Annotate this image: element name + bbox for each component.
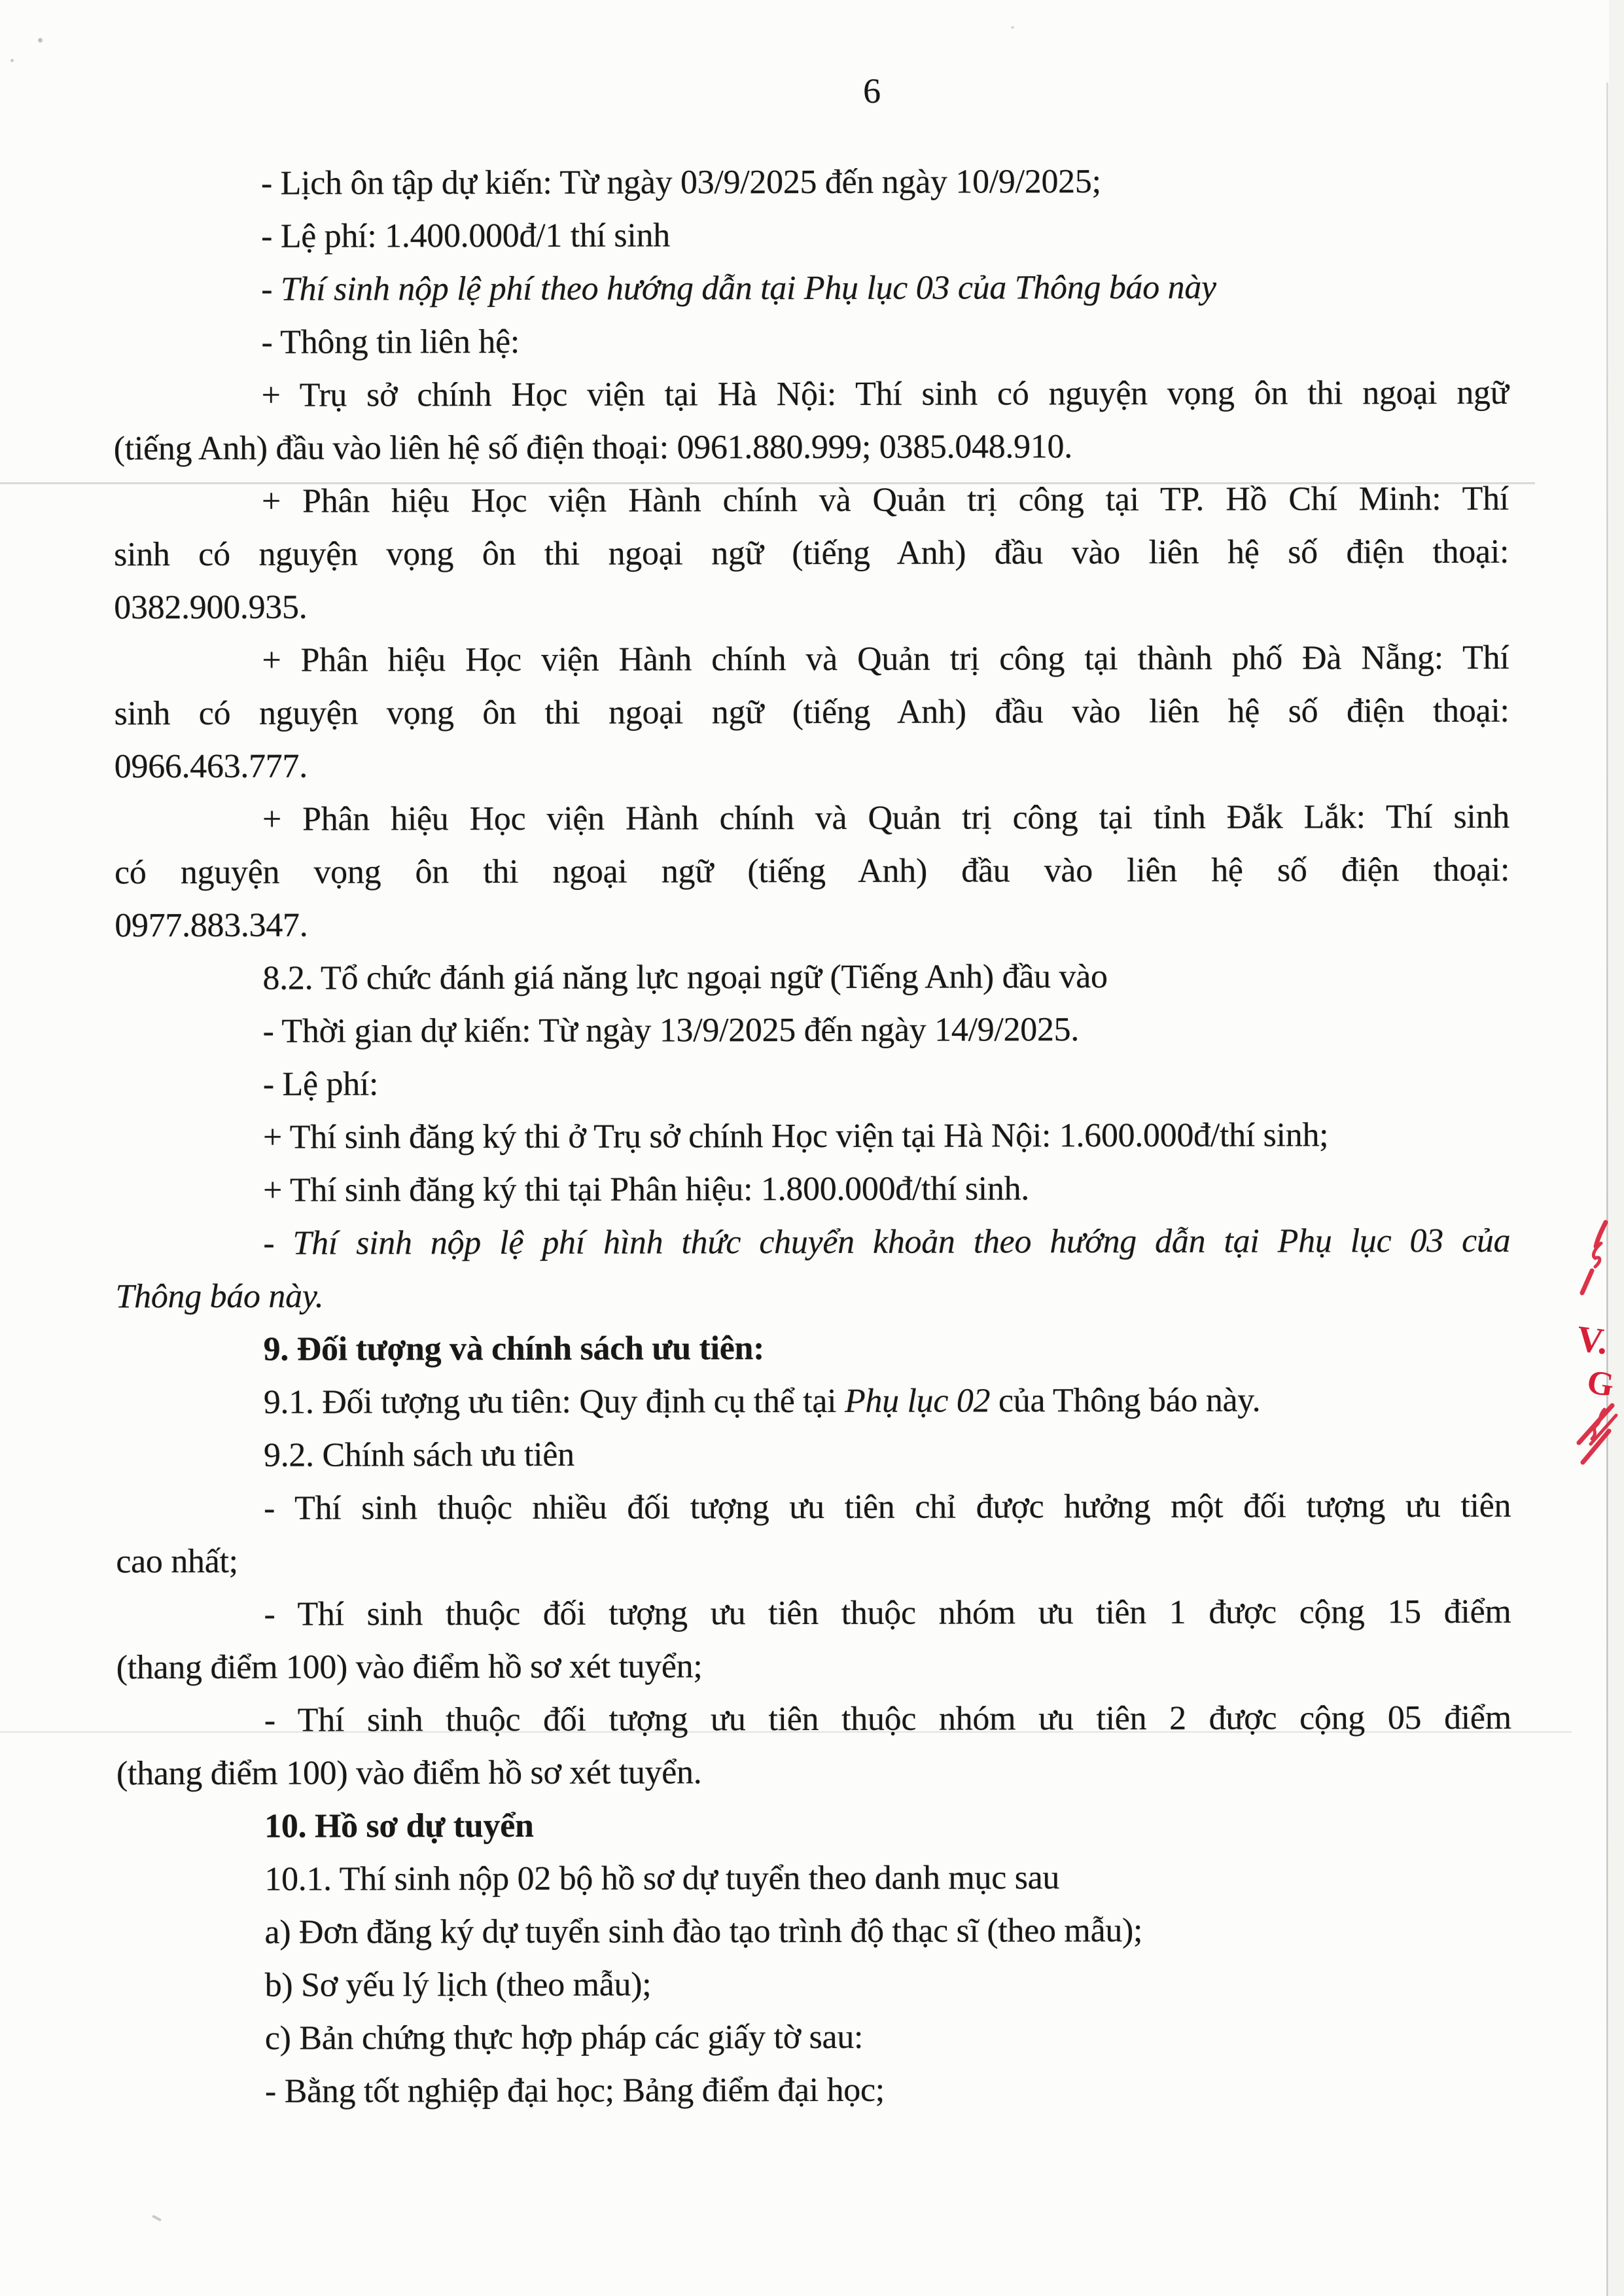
text-line (116, 1532, 1511, 1588)
text-line (117, 2062, 1512, 2118)
text-run: của Thông báo này. (990, 1381, 1261, 1420)
document-body (113, 154, 1512, 2118)
text-line (115, 737, 1509, 793)
text-run: 9. Đối tượng và chính sách ưu tiên: (263, 1330, 765, 1368)
text-run: Thông báo này. (115, 1277, 324, 1316)
text-run: a) Đơn đăng ký dự tuyển sinh đào tạo trình độ thạc sĩ (theo mẫu); (264, 1911, 1143, 1951)
text-line (113, 260, 1508, 316)
text-run: c) Bản chứng thực hợp pháp các giấy tờ sau: (264, 2018, 864, 2057)
text-line (115, 1055, 1510, 1111)
text-line (114, 631, 1509, 687)
text-run: 9.1. Đối tượng ưu tiên: Quy định cụ thể tại (263, 1382, 845, 1421)
text-run: Phụ lục 02 (844, 1382, 991, 1420)
text-run: b) Sơ yếu lý lịch (theo mẫu); (264, 1966, 652, 2004)
text-run: + Phân hiệu Học viện Hành chính và Quản trị công tại tỉnh Đắk Lắk: Thí sinh (262, 798, 1510, 838)
text-run: 0382.900.935. (114, 588, 308, 627)
text-line (115, 1108, 1510, 1164)
text-line (113, 154, 1508, 210)
page-number: 6 (863, 71, 881, 111)
text-run: + Phân hiệu Học viện Hành chính và Quản trị công tại thành phố Đà Nẵng: Thí (262, 639, 1509, 679)
text-run: - Thí sinh thuộc đối tượng ưu tiên thuộc nhóm ưu tiên 1 được cộng 15 điểm (264, 1593, 1511, 1633)
text-line (115, 843, 1509, 899)
text-line (115, 1214, 1510, 1270)
text-run: - Thí sinh nộp lệ phí hình thức chuyển khoản theo hướng dẫn tại Phụ lục 03 của (263, 1222, 1511, 1262)
text-run: - Thí sinh thuộc đối tượng ưu tiên thuộc nhóm ưu tiên 2 được cộng 05 điểm (264, 1699, 1511, 1739)
text-run: cao nhất; (116, 1542, 238, 1581)
text-line (115, 684, 1509, 740)
text-run: (thang điểm 100) vào điểm hồ sơ xét tuyển; (116, 1648, 703, 1687)
text-run: - Thí sinh thuộc nhiều đối tượng ưu tiên chỉ được hưởng một đối tượng ưu tiên (264, 1487, 1511, 1527)
text-run: sinh có nguyện vọng ôn thi ngoại ngữ (tiếng Anh) đầu vào liên hệ số điện thoại: (114, 692, 1509, 733)
text-run: 10.1. Thí sinh nộp 02 bộ hồ sơ dự tuyển theo danh mục sau (264, 1859, 1060, 1898)
text-line (116, 1691, 1511, 1747)
text-run: 0977.883.347. (115, 906, 308, 945)
text-line (113, 207, 1508, 263)
text-run: - Thí sinh nộp lệ phí theo hướng dẫn tại Phụ lục 03 của Thông báo này (261, 268, 1216, 308)
text-line (115, 1002, 1510, 1058)
text-run: + Trụ sở chính Học viện tại Hà Nội: Thí sinh có nguyện vọng ôn thi ngoại ngữ (261, 374, 1509, 414)
text-run: 8.2. Tổ chức đánh giá năng lực ngoại ngữ (Tiếng Anh) đầu vào (262, 958, 1108, 997)
red-letter-v: V. (1574, 1318, 1610, 1363)
text-run: - Lệ phí: (262, 1065, 379, 1103)
text-line (116, 1373, 1511, 1429)
text-run: - Bằng tốt nghiệp đại học; Bảng điểm đại học; (264, 2071, 885, 2110)
text-run: (thang điểm 100) vào điểm hồ sơ xét tuyển. (116, 1754, 702, 1793)
text-line (116, 1797, 1511, 1853)
text-line (115, 1267, 1510, 1323)
text-line (117, 2009, 1512, 2065)
text-line (115, 790, 1509, 846)
text-line (114, 419, 1509, 475)
text-run: + Thí sinh đăng ký thi tại Phân hiệu: 1.800.000đ/thí sinh. (263, 1170, 1030, 1209)
text-run: 9.2. Chính sách ưu tiên (263, 1436, 574, 1474)
text-line (114, 472, 1509, 528)
text-run: - Thông tin liên hệ: (261, 323, 520, 361)
text-line (116, 1903, 1511, 1959)
text-run: 10. Hồ sơ dự tuyển (264, 1807, 534, 1845)
text-run: - Lịch ôn tập dự kiến: Từ ngày 03/9/2025 đến ngày 10/9/2025; (260, 163, 1101, 202)
text-run: có nguyện vọng ôn thi ngoại ngữ (tiếng Anh) đầu vào liên hệ số điện thoại: (115, 851, 1510, 892)
red-pen-annotation (1562, 1209, 1624, 1484)
text-line (116, 1744, 1511, 1800)
text-line (116, 1320, 1511, 1376)
text-run: sinh có nguyện vọng ôn thi ngoại ngữ (tiếng Anh) đầu vào liên hệ số điện thoại: (114, 533, 1509, 574)
text-line (115, 1161, 1510, 1217)
text-line (115, 949, 1509, 1005)
text-run: (tiếng Anh) đầu vào liên hệ số điện thoại: 0961.880.999; 0385.048.910. (113, 428, 1072, 468)
red-scribble-1 (1582, 1222, 1606, 1293)
text-line (116, 1479, 1511, 1535)
text-line (116, 1850, 1511, 1906)
text-run: 0966.463.777. (114, 747, 308, 786)
text-line (114, 366, 1509, 422)
text-line (116, 1585, 1511, 1641)
text-run: + Thí sinh đăng ký thi ở Trụ sở chính Học viện tại Hà Nội: 1.600.000đ/thí sinh; (262, 1116, 1329, 1156)
text-run: + Phân hiệu Học viện Hành chính và Quản trị công tại TP. Hồ Chí Minh: Thí (261, 480, 1509, 520)
text-line (114, 525, 1509, 581)
text-line (117, 1956, 1512, 2012)
text-line (115, 896, 1509, 952)
text-line (116, 1426, 1511, 1482)
text-run: - Thời gian dự kiến: Từ ngày 13/9/2025 đến ngày 14/9/2025. (262, 1011, 1080, 1050)
text-line (113, 313, 1508, 369)
text-run: - Lệ phí: 1.400.000đ/1 thí sinh (261, 217, 670, 255)
text-line (114, 578, 1509, 634)
red-letter-g: G (1584, 1363, 1617, 1405)
text-line (116, 1638, 1511, 1694)
red-scribble-2 (1579, 1405, 1616, 1462)
